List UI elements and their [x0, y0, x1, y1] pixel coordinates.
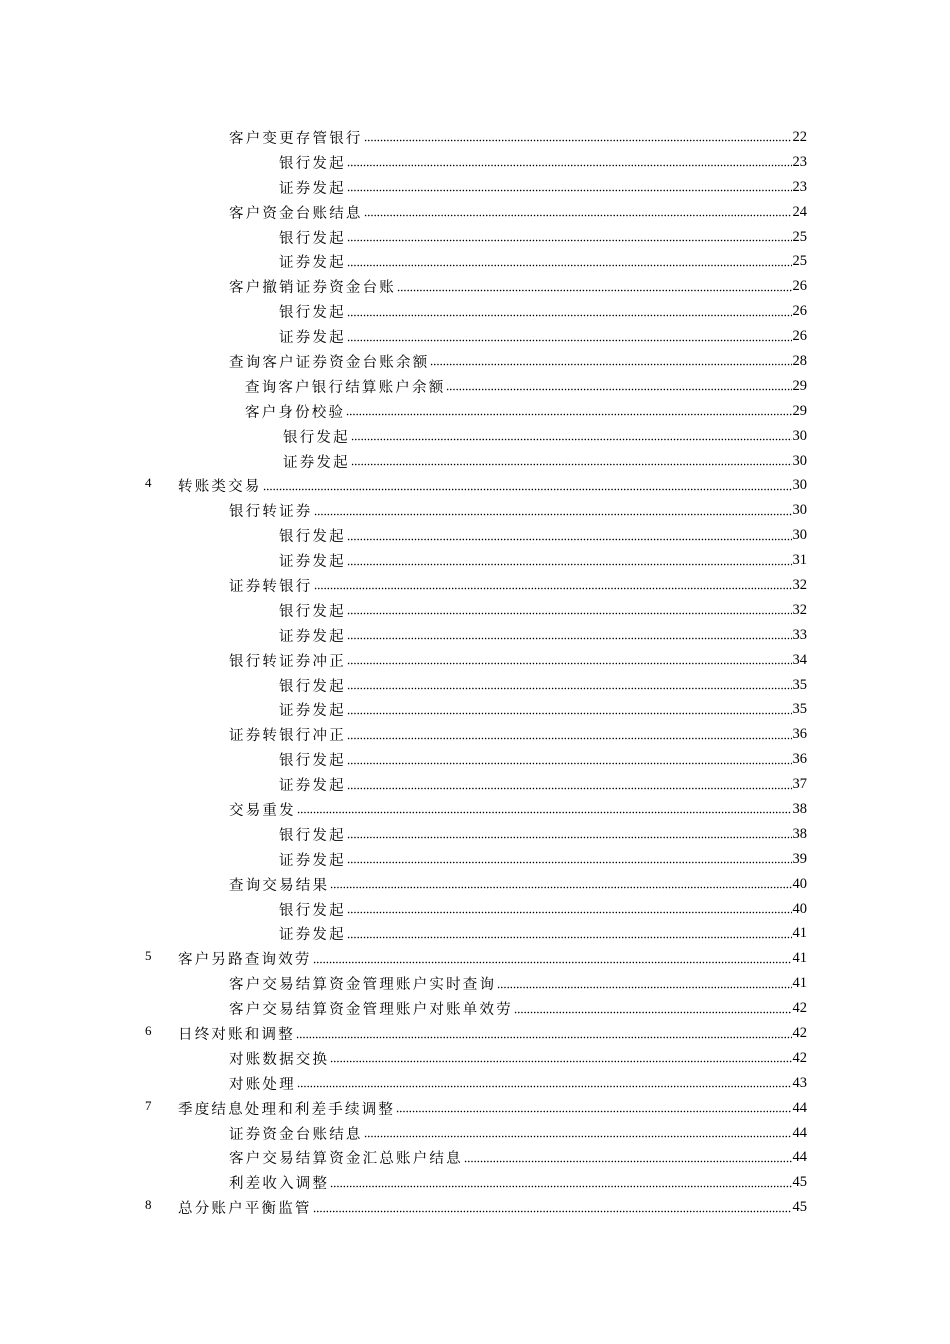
toc-entry-line — [245, 399, 807, 424]
toc-entry[interactable] — [0, 1046, 950, 1071]
dot-leader — [364, 1127, 792, 1139]
toc-entry-title: 客户交易结算资金汇总账户结息 — [229, 1151, 463, 1168]
dot-leader — [364, 131, 792, 143]
toc-page-number: 26 — [792, 328, 807, 345]
dot-leader — [347, 903, 792, 915]
toc-entry-line — [279, 299, 807, 324]
toc-entry-title: 对账处理 — [229, 1076, 296, 1093]
toc-entry-line — [178, 1195, 807, 1220]
toc-entry-line — [279, 598, 807, 623]
toc-page-number: 30 — [792, 427, 807, 444]
dot-leader — [347, 306, 792, 318]
toc-entry[interactable] — [0, 872, 950, 897]
dot-leader — [347, 555, 792, 567]
toc-page-number: 38 — [792, 825, 807, 842]
dot-leader — [347, 604, 792, 616]
toc-page-number: 32 — [792, 601, 807, 618]
dot-leader — [446, 380, 791, 392]
toc-entry-line — [279, 922, 807, 947]
dot-leader — [347, 704, 792, 716]
dot-leader — [351, 455, 792, 467]
toc-page-number: 34 — [792, 651, 807, 668]
toc-page-number: 25 — [792, 253, 807, 270]
dot-leader — [347, 654, 792, 666]
toc-page-number: 41 — [792, 975, 807, 992]
toc-entry[interactable] — [0, 822, 950, 847]
toc-page-number: 42 — [792, 1000, 807, 1017]
toc-entry-line — [279, 150, 807, 175]
dot-leader — [347, 530, 792, 542]
toc-entry[interactable] — [0, 249, 950, 274]
toc-page-number: 29 — [792, 377, 807, 394]
toc-entry[interactable] — [0, 349, 950, 374]
toc-page-number: 30 — [792, 477, 807, 494]
toc-section-number: 8 — [145, 1197, 152, 1213]
toc-entry[interactable] — [0, 747, 950, 772]
toc-entry-title: 证券发起 — [279, 255, 346, 272]
toc-entry-title: 转账类交易 — [178, 479, 262, 496]
toc-entry-title: 银行转证券冲正 — [229, 653, 346, 670]
toc-page-number: 42 — [792, 1049, 807, 1066]
toc-page-number: 38 — [792, 800, 807, 817]
toc-entry-title: 证券发起 — [279, 180, 346, 197]
toc-entry-title: 银行发起 — [279, 753, 346, 770]
toc-entry-line — [229, 872, 807, 897]
toc-entry-title: 证券发起 — [279, 778, 346, 795]
dot-leader — [263, 480, 792, 492]
toc-entry-title: 银行发起 — [279, 155, 346, 172]
toc-entry[interactable] — [0, 722, 950, 747]
toc-entry-title: 证券发起 — [283, 454, 350, 471]
toc-entry-title: 季度结息处理和利差手续调整 — [178, 1101, 396, 1118]
toc-page-number: 31 — [792, 552, 807, 569]
toc-entry-line — [229, 200, 807, 225]
toc-entry-title: 银行发起 — [279, 827, 346, 844]
toc-entry-line — [178, 1021, 807, 1046]
toc-page-number: 41 — [792, 950, 807, 967]
toc-entry[interactable] — [0, 200, 950, 225]
toc-entry-title: 对账数据交换 — [229, 1051, 330, 1068]
dot-leader — [347, 754, 792, 766]
toc-entry-title: 查询交易结果 — [229, 877, 330, 894]
toc-entry-line — [178, 473, 807, 498]
toc-entry-title: 客户资金台账结息 — [229, 205, 363, 222]
dot-leader — [313, 1202, 792, 1214]
toc-entry-title: 证券发起 — [279, 852, 346, 869]
toc-entry-line — [279, 822, 807, 847]
toc-entry-title: 客户交易结算资金管理账户对账单效劳 — [229, 1002, 513, 1019]
toc-page-number: 43 — [792, 1074, 807, 1091]
toc-entry-line — [279, 225, 807, 250]
toc-page-number: 40 — [792, 900, 807, 917]
toc-page-number: 37 — [792, 776, 807, 793]
toc-entry-line — [279, 772, 807, 797]
dot-leader — [347, 156, 792, 168]
toc-page-number: 45 — [792, 1174, 807, 1191]
dot-leader — [347, 828, 792, 840]
toc-page-number: 26 — [792, 278, 807, 295]
dot-leader — [347, 331, 792, 343]
toc-entry[interactable] — [0, 299, 950, 324]
toc-entry-title: 银行发起 — [283, 429, 350, 446]
toc-entry-title: 银行发起 — [279, 603, 346, 620]
toc-page-number: 42 — [792, 1025, 807, 1041]
toc-page-number: 26 — [792, 303, 807, 320]
toc-page-number: 36 — [792, 726, 807, 743]
toc-entry-title: 银行发起 — [279, 529, 346, 546]
toc-entry-line — [279, 175, 807, 200]
dot-leader — [330, 1052, 791, 1064]
toc-page-number: 40 — [792, 875, 807, 892]
toc-page-number: 24 — [792, 203, 807, 220]
dot-leader — [497, 978, 791, 990]
toc-section-number: 6 — [145, 1023, 152, 1039]
toc-page-number: 22 — [792, 128, 807, 145]
dot-leader — [347, 181, 792, 193]
toc-entry-line — [229, 1146, 807, 1171]
toc-page-number: 32 — [792, 576, 807, 593]
dot-leader — [330, 1177, 791, 1189]
toc-entry[interactable] — [0, 324, 950, 349]
dot-leader — [297, 803, 792, 815]
toc-page-number: 44 — [792, 1149, 807, 1166]
toc-page-number: 23 — [792, 153, 807, 170]
toc-entry-line — [229, 1121, 807, 1146]
toc-entry-line — [229, 722, 807, 747]
toc-entry-line — [279, 673, 807, 698]
toc-page-number: 44 — [792, 1099, 807, 1116]
dot-leader — [314, 505, 792, 517]
toc-entry-title: 证券资金台账结息 — [229, 1126, 363, 1143]
toc-entry[interactable] — [0, 673, 950, 698]
toc-entry-title: 银行发起 — [279, 678, 346, 695]
dot-leader — [396, 1102, 791, 1114]
toc-entry-title: 总分账户平衡监管 — [178, 1201, 312, 1218]
dot-leader — [351, 430, 792, 442]
toc-entry-line — [229, 1170, 807, 1195]
dot-leader — [397, 281, 792, 293]
toc-entry-line — [245, 374, 807, 399]
toc-entry-title: 利差收入调整 — [229, 1176, 330, 1193]
toc-page-number: 30 — [792, 527, 807, 544]
toc-entry-line — [229, 648, 807, 673]
toc-entry[interactable] — [0, 424, 950, 449]
toc-entry-line — [229, 971, 807, 996]
toc-entry[interactable] — [0, 498, 950, 523]
toc-entry-line — [229, 1071, 807, 1096]
toc-section-number: 4 — [145, 475, 152, 491]
toc-entry[interactable] — [0, 922, 950, 947]
toc-entry-title: 证券发起 — [279, 703, 346, 720]
toc-entry[interactable] — [0, 1096, 950, 1121]
toc-entry-title: 客户变更存管银行 — [229, 130, 363, 147]
toc-entry-title: 银行发起 — [279, 902, 346, 919]
dot-leader — [364, 206, 792, 218]
toc-entry-line — [178, 946, 807, 971]
toc-entry[interactable] — [0, 374, 950, 399]
toc-entry[interactable] — [0, 971, 950, 996]
toc-entry-line — [229, 125, 807, 150]
toc-entry-line — [283, 424, 807, 449]
toc-entry-title: 银行发起 — [279, 230, 346, 247]
toc-entry-line — [178, 1096, 807, 1121]
toc-section-number: 7 — [145, 1097, 152, 1113]
toc-entry[interactable] — [0, 274, 950, 299]
toc-entry-line — [279, 897, 807, 922]
toc-entry-title: 证券发起 — [279, 554, 346, 571]
toc-page-number: 25 — [792, 228, 807, 245]
toc-page-number: 30 — [792, 502, 807, 519]
dot-leader — [347, 853, 792, 865]
dot-leader — [347, 256, 792, 268]
toc-entry-title: 日终对账和调整 — [178, 1027, 295, 1043]
toc-entry[interactable] — [0, 946, 950, 971]
dot-leader — [330, 878, 791, 890]
toc-entry-title: 银行发起 — [279, 305, 346, 322]
toc-entry-line — [279, 523, 807, 548]
toc-entry-line — [229, 1046, 807, 1071]
toc-entry-line — [229, 274, 807, 299]
toc-entry-title: 交易重发 — [229, 802, 296, 819]
toc-entry-title: 证券发起 — [279, 628, 346, 645]
toc-entry[interactable] — [0, 623, 950, 648]
dot-leader — [347, 231, 792, 243]
dot-leader — [314, 579, 792, 591]
toc-entry[interactable] — [0, 225, 950, 250]
toc-entry-title: 查询客户证券资金台账余额 — [229, 354, 430, 371]
toc-page-number: 23 — [792, 178, 807, 195]
dot-leader — [347, 629, 792, 641]
toc-page-number: 35 — [792, 676, 807, 693]
toc-page-number: 35 — [792, 701, 807, 718]
toc-entry-title: 证券发起 — [279, 330, 346, 347]
toc-page-number: 36 — [792, 751, 807, 768]
toc-entry-line — [229, 996, 807, 1021]
toc-page-number: 29 — [792, 402, 807, 419]
toc-page-number: 44 — [792, 1124, 807, 1141]
dot-leader — [430, 355, 791, 367]
toc-entry[interactable] — [0, 399, 950, 424]
dot-leader — [347, 679, 792, 691]
toc-entry[interactable] — [0, 548, 950, 573]
toc-entry[interactable] — [0, 1170, 950, 1195]
dot-leader — [297, 1077, 792, 1089]
dot-leader — [296, 1028, 792, 1040]
toc-entry-title: 证券转银行 — [229, 578, 313, 595]
toc-entry[interactable] — [0, 449, 950, 474]
toc-entry-line — [279, 548, 807, 573]
toc-entry[interactable] — [0, 473, 950, 498]
toc-page-number: 33 — [792, 626, 807, 643]
toc-entry-line — [283, 449, 807, 474]
dot-leader — [347, 779, 792, 791]
toc-entry-line — [229, 349, 807, 374]
toc-entry[interactable] — [0, 598, 950, 623]
toc-entry-line — [279, 324, 807, 349]
toc-entry[interactable] — [0, 797, 950, 822]
toc-page-number: 39 — [792, 850, 807, 867]
toc-section-number: 5 — [145, 948, 152, 964]
toc-entry[interactable] — [0, 1195, 950, 1220]
dot-leader — [313, 953, 792, 965]
toc-entry-title: 客户交易结算资金管理账户实时查询 — [229, 977, 497, 994]
toc-entry-line — [229, 573, 807, 598]
toc-entry[interactable] — [0, 175, 950, 200]
dot-leader — [347, 928, 792, 940]
toc-page-number: 28 — [792, 352, 807, 369]
dot-leader — [514, 1003, 792, 1015]
toc-entry[interactable] — [0, 523, 950, 548]
toc-entry[interactable] — [0, 1071, 950, 1096]
toc-entry-line — [279, 249, 807, 274]
toc-page-number: 45 — [792, 1199, 807, 1216]
toc-entry[interactable] — [0, 648, 950, 673]
toc-entry-title: 查询客户银行结算账户余额 — [245, 379, 446, 396]
toc-entry[interactable] — [0, 1121, 950, 1146]
toc-entry-line — [279, 847, 807, 872]
toc-entry-title: 证券转银行冲正 — [229, 728, 346, 745]
toc-entry[interactable] — [0, 847, 950, 872]
dot-leader — [347, 729, 792, 741]
toc-entry[interactable] — [0, 697, 950, 722]
toc-entry[interactable] — [0, 772, 950, 797]
toc-entry-line — [279, 747, 807, 772]
toc-entry-line — [279, 623, 807, 648]
toc-entry-title: 客户身份校验 — [245, 404, 346, 421]
toc-page-number: 41 — [792, 925, 807, 942]
dot-leader — [464, 1152, 792, 1164]
toc-entry[interactable] — [0, 996, 950, 1021]
toc-entry-line — [229, 498, 807, 523]
toc-entry[interactable] — [0, 150, 950, 175]
toc-entry-line — [229, 797, 807, 822]
toc-entry[interactable] — [0, 897, 950, 922]
toc-page-number: 30 — [792, 452, 807, 469]
toc-entry-title: 客户另路查询效劳 — [178, 952, 312, 969]
toc-entry-title: 客户撤销证券资金台账 — [229, 280, 396, 297]
toc-entry-title: 证券发起 — [279, 927, 346, 944]
toc-entry-title: 银行转证券 — [229, 504, 313, 521]
toc-entry[interactable] — [0, 1021, 950, 1046]
dot-leader — [346, 405, 791, 417]
toc-entry[interactable] — [0, 573, 950, 598]
toc-entry-line — [279, 697, 807, 722]
toc-entry[interactable] — [0, 1146, 950, 1171]
table-of-contents — [0, 125, 950, 1220]
toc-entry[interactable] — [0, 125, 950, 150]
